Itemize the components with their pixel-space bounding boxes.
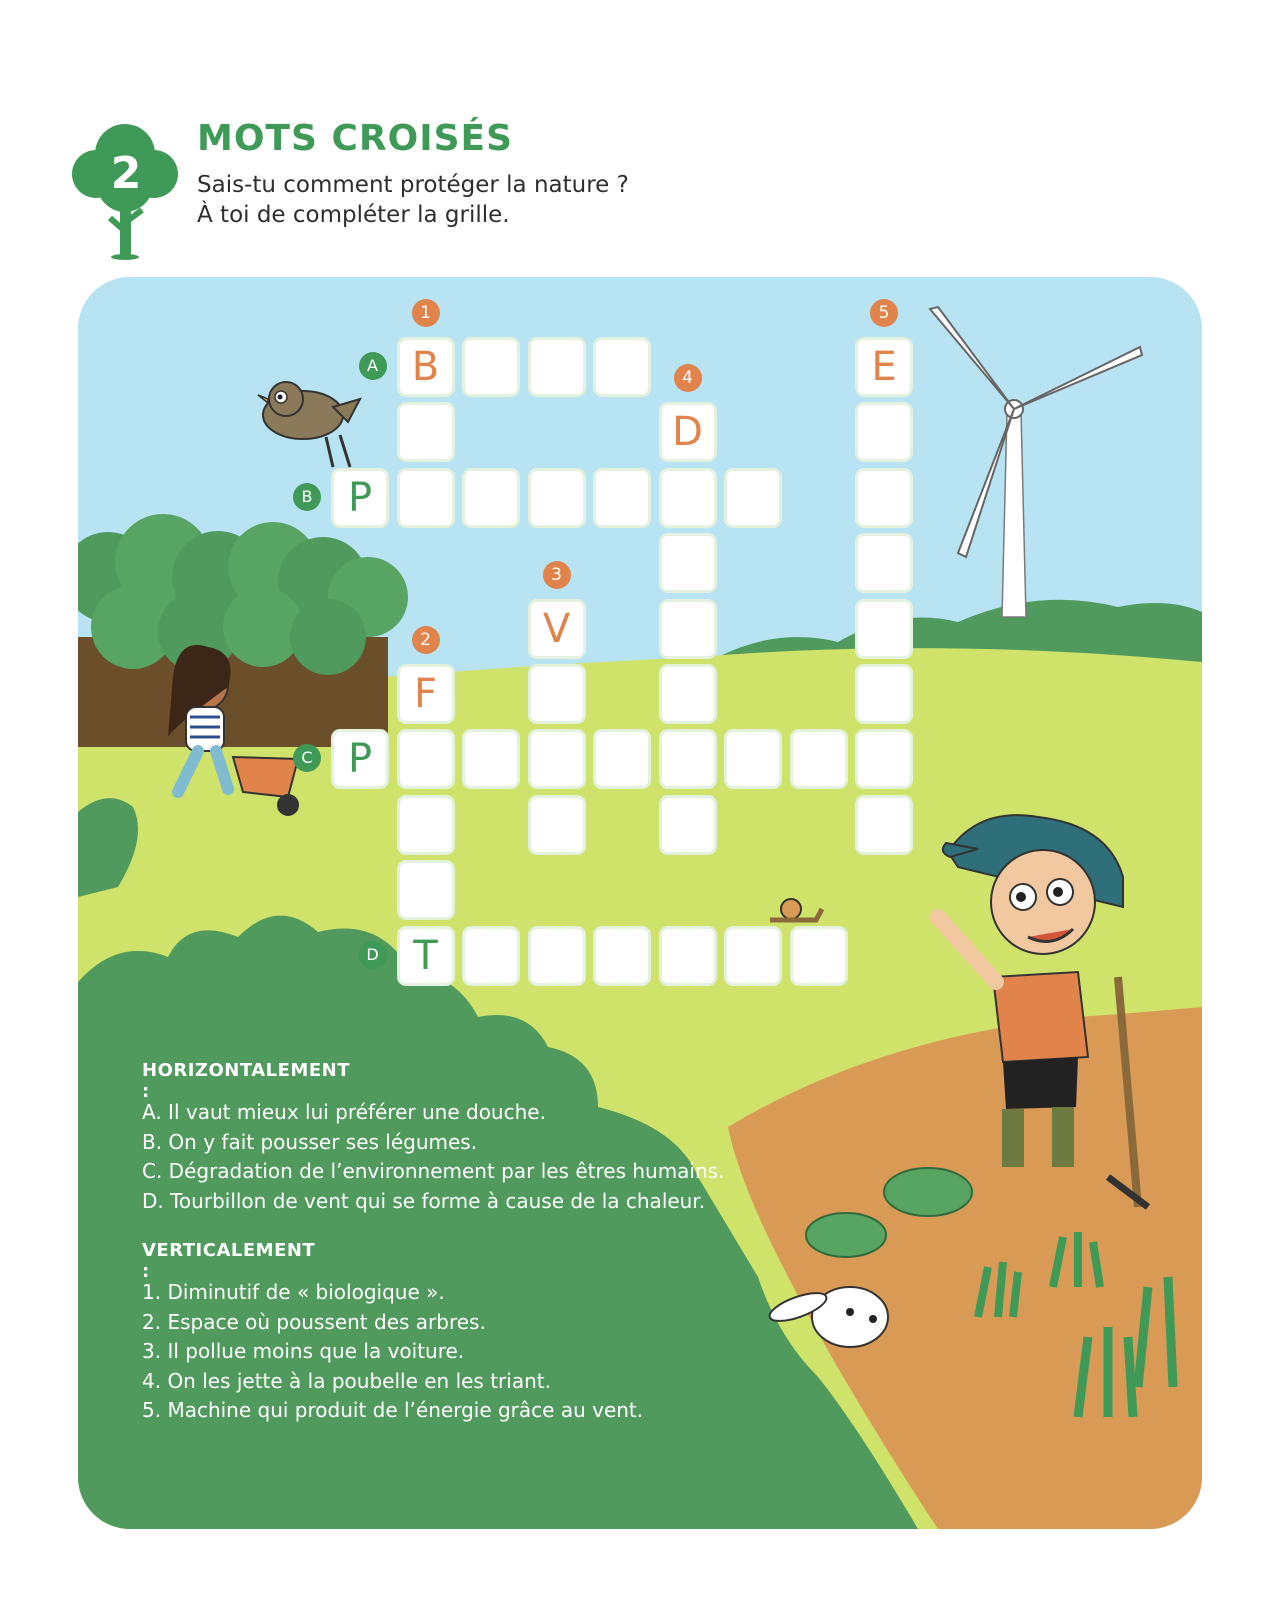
grid-cell[interactable] <box>855 468 913 528</box>
grid-cell[interactable] <box>528 729 586 789</box>
grid-cell[interactable] <box>528 664 586 724</box>
grid-cell[interactable] <box>528 926 586 986</box>
grid-cell[interactable] <box>724 468 782 528</box>
across-letter-badge-c: C <box>293 744 321 772</box>
clue-across-a: A. Il vaut mieux lui préférer une douche. <box>142 1100 546 1124</box>
grid-cell[interactable] <box>528 337 586 397</box>
grid-cell[interactable] <box>855 664 913 724</box>
vertical-clue-list <box>142 1278 782 1426</box>
down-number-badge-1: 1 <box>412 299 440 327</box>
intro-text <box>197 170 629 230</box>
clue-down-4: 4. On les jette à la poubelle en les triant. <box>142 1368 551 1393</box>
grid-cell[interactable] <box>397 402 455 462</box>
grid-cell[interactable]: F <box>397 664 455 724</box>
grid-cell[interactable] <box>659 599 717 659</box>
grid-cell[interactable]: T <box>397 926 455 986</box>
vertical-heading: VERTICALEMENT : <box>142 1240 316 1282</box>
grid-cell[interactable] <box>724 926 782 986</box>
grid-cell[interactable] <box>790 729 848 789</box>
clue-down-1: 1. Diminutif de « biologique ». <box>142 1280 445 1304</box>
clue-across-c: C. Dégradation de l’environnement par les êtres humains. <box>142 1159 725 1183</box>
grid-cell[interactable] <box>528 468 586 528</box>
grid-cell[interactable] <box>855 402 913 462</box>
grid-cell[interactable]: D <box>659 402 717 462</box>
down-number-badge-2: 2 <box>412 626 440 654</box>
grid-cell[interactable] <box>855 729 913 789</box>
clue-down-2: 2. Espace où poussent des arbres. <box>142 1309 486 1334</box>
across-letter-badge-d: D <box>359 941 387 969</box>
grid-cell[interactable] <box>462 337 520 397</box>
grid-cell[interactable]: E <box>855 337 913 397</box>
intro-line-2: À toi de compléter la grille. <box>197 202 510 228</box>
horizontal-clue-list <box>142 1098 782 1216</box>
grid-cell[interactable]: P <box>331 729 389 789</box>
tree-number-badge <box>70 122 180 262</box>
grid-cell[interactable] <box>528 795 586 855</box>
grid-cell[interactable] <box>593 729 651 789</box>
grid-cell[interactable] <box>397 860 455 920</box>
grid-cell[interactable] <box>659 533 717 593</box>
exercise-number: 2 <box>110 148 142 199</box>
down-number-badge-4: 4 <box>674 364 702 392</box>
clue-down-3: 3. Il pollue moins que la voiture. <box>142 1339 465 1363</box>
grid-cell[interactable] <box>593 926 651 986</box>
grid-cell[interactable] <box>397 468 455 528</box>
grid-cell[interactable] <box>659 664 717 724</box>
page-title: MOTS CROISÉS <box>197 118 514 159</box>
grid-cell[interactable] <box>462 468 520 528</box>
clue-across-d: D. Tourbillon de vent qui se forme à cause de la chaleur. <box>142 1188 706 1213</box>
horizontal-heading: HORIZONTALEMENT : <box>142 1060 350 1102</box>
grid-cell[interactable] <box>855 599 913 659</box>
grid-cell[interactable]: P <box>331 468 389 528</box>
grid-cell[interactable] <box>855 795 913 855</box>
down-number-badge-5: 5 <box>870 299 898 327</box>
grid-cell[interactable] <box>659 729 717 789</box>
grid-cell[interactable] <box>790 926 848 986</box>
across-letter-badge-b: B <box>293 483 321 511</box>
across-letter-badge-a: A <box>359 352 387 380</box>
grid-cell[interactable] <box>593 337 651 397</box>
grid-cell[interactable] <box>659 926 717 986</box>
grid-cell[interactable] <box>397 729 455 789</box>
clue-down-5: 5. Machine qui produit de l’énergie grâce au vent. <box>142 1398 644 1422</box>
grid-cell[interactable] <box>855 533 913 593</box>
grid-cell[interactable] <box>659 795 717 855</box>
grid-cell[interactable] <box>659 468 717 528</box>
intro-line-1: Sais-tu comment protéger la nature ? <box>197 172 629 198</box>
down-number-badge-3: 3 <box>543 561 571 589</box>
grid-cell[interactable] <box>462 926 520 986</box>
grid-cell[interactable]: V <box>528 599 586 659</box>
grid-cell[interactable]: B <box>397 337 455 397</box>
grid-cell[interactable] <box>724 729 782 789</box>
grid-cell[interactable] <box>397 795 455 855</box>
grid-cell[interactable] <box>593 468 651 528</box>
clue-across-b: B. On y fait pousser ses légumes. <box>142 1129 478 1154</box>
grid-cell[interactable] <box>462 729 520 789</box>
